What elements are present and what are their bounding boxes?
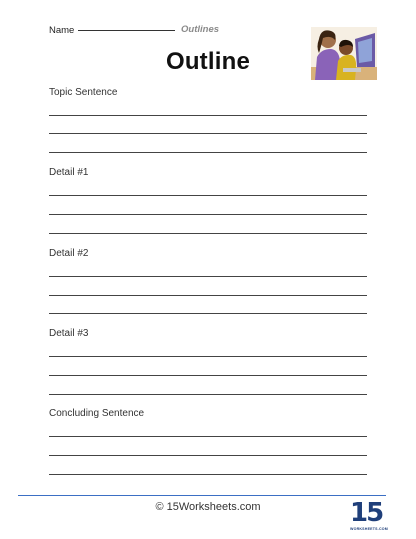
page-title: Outline [165, 48, 251, 75]
writing-line[interactable] [49, 115, 367, 116]
writing-line[interactable] [49, 295, 367, 296]
name-row [49, 25, 175, 36]
section-label-detail-1: Detail #1 [49, 167, 89, 178]
writing-line[interactable] [49, 276, 367, 277]
name-label: Name [49, 25, 75, 36]
name-field-line[interactable] [78, 30, 175, 31]
section-label-detail-2: Detail #2 [49, 248, 89, 259]
student-at-computer-icon [309, 27, 379, 80]
writing-line[interactable] [49, 394, 367, 395]
writing-line[interactable] [49, 195, 367, 196]
section-label-concluding-sentence: Concluding Sentence [49, 408, 145, 419]
logo-number: 15 [350, 498, 383, 528]
writing-line[interactable] [49, 356, 367, 357]
writing-line[interactable] [49, 133, 367, 134]
writing-line[interactable] [49, 233, 367, 234]
writing-line[interactable] [49, 455, 367, 456]
writing-line[interactable] [49, 375, 367, 376]
section-label-detail-3: Detail #3 [49, 328, 89, 339]
footer-divider [18, 495, 386, 496]
writing-line[interactable] [49, 436, 367, 437]
footer-copyright[interactable]: © 15Worksheets.com [155, 501, 261, 513]
writing-line[interactable] [49, 214, 367, 215]
logo-text: WORKSHEETS.COM [350, 527, 388, 531]
writing-line[interactable] [49, 313, 367, 314]
section-label-topic-sentence: Topic Sentence [49, 87, 118, 98]
subject-label: Outlines [181, 24, 220, 35]
worksheets-logo [350, 498, 388, 534]
writing-line[interactable] [49, 152, 367, 153]
writing-line[interactable] [49, 474, 367, 475]
